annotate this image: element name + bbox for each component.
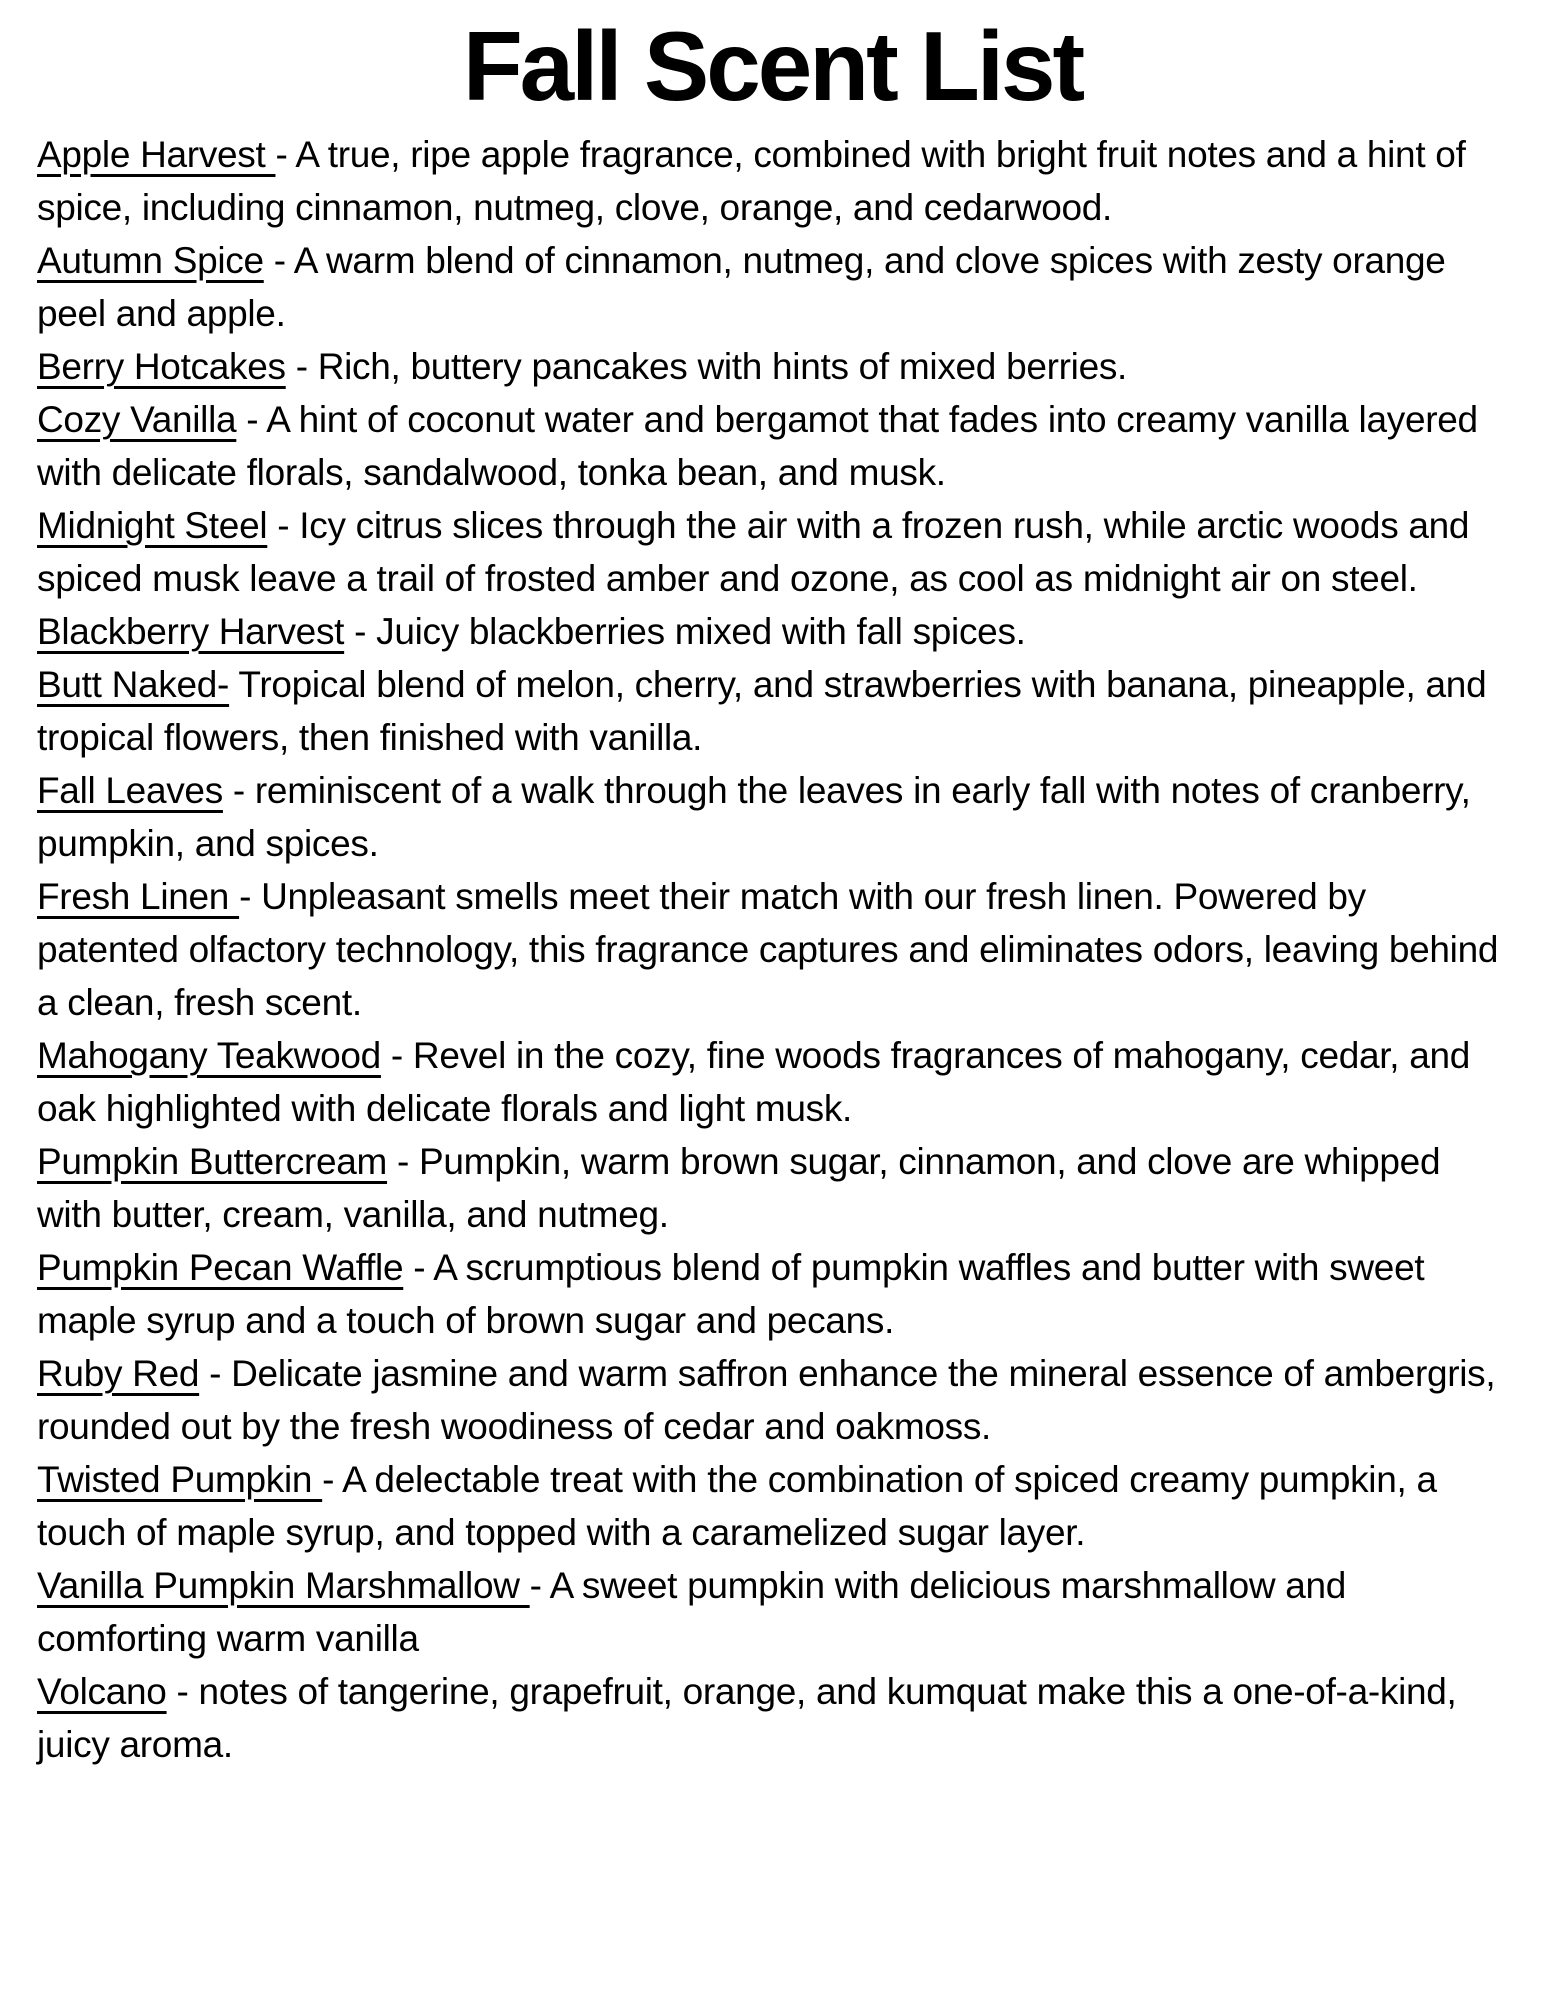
- scent-entry: [37, 870, 1513, 1029]
- scent-entry: [37, 499, 1513, 605]
- scent-description: - A warm blend of cinnamon, nutmeg, and clove spices with zesty orange peel and apple.: [37, 240, 1456, 334]
- scent-entry: [37, 393, 1513, 499]
- scent-entry: [37, 1453, 1513, 1559]
- scent-name: Pumpkin Buttercream: [37, 1141, 388, 1182]
- scent-name: Blackberry Harvest: [37, 611, 345, 652]
- scent-description: - Pumpkin, warm brown sugar, cinnamon, and clove are whipped with butter, cream, vanilla, and nutmeg.: [37, 1141, 1451, 1235]
- scent-entry: [37, 605, 1513, 658]
- scent-description: - A scrumptious blend of pumpkin waffles and butter with sweet maple syrup and a touch of brown sugar and pecans.: [37, 1247, 1435, 1341]
- scent-name: Mahogany Teakwood: [37, 1035, 381, 1076]
- scent-name: Fresh Linen: [37, 876, 240, 917]
- scent-description: - A hint of coconut water and bergamot that fades into creamy vanilla layered with delicate florals, sandalwood, tonka bean, and musk.: [37, 399, 1488, 493]
- scent-name: Volcano: [37, 1671, 167, 1712]
- scent-description: - Rich, buttery pancakes with hints of mixed berries.: [285, 346, 1128, 387]
- scent-description: - Unpleasant smells meet their match with our fresh linen. Powered by patented olfactory technology, this fragrance captures and eliminates odors, leaving behind a clean, fresh scent.: [37, 876, 1509, 1023]
- scent-name: Butt Naked-: [37, 664, 230, 705]
- scent-description: - reminiscent of a walk through the leaves in early fall with notes of cranberry, pumpkin, and spices.: [37, 770, 1481, 864]
- scent-entry: [37, 128, 1513, 234]
- scent-name: Apple Harvest: [37, 134, 276, 175]
- page-title: Fall Scent List: [462, 11, 1083, 121]
- scent-name: Midnight Steel: [37, 505, 268, 546]
- scent-entry: [37, 1241, 1513, 1347]
- scent-name: Pumpkin Pecan Waffle: [37, 1247, 404, 1288]
- scent-entry: [37, 1135, 1513, 1241]
- scent-description: - Delicate jasmine and warm saffron enhance the mineral essence of ambergris, rounded out by the fresh woodiness of cedar and oakmoss.: [37, 1353, 1506, 1447]
- scent-entry: [37, 764, 1513, 870]
- scent-entry: [37, 1559, 1513, 1665]
- scent-name: Cozy Vanilla: [37, 399, 237, 440]
- scent-entry: [37, 658, 1513, 764]
- scent-description: - Revel in the cozy, fine woods fragrances of mahogany, cedar, and oak highlighted with delicate florals and light musk.: [37, 1035, 1481, 1129]
- scent-entry: [37, 340, 1513, 393]
- scent-entry: [37, 1665, 1513, 1771]
- scent-description: - notes of tangerine, grapefruit, orange, and kumquat make this a one-of-a-kind, juicy aroma.: [37, 1671, 1467, 1765]
- scent-name: Fall Leaves: [37, 770, 223, 811]
- scent-name: Vanilla Pumpkin Marshmallow: [37, 1565, 530, 1606]
- scent-name: Ruby Red: [37, 1353, 200, 1394]
- scent-description: - Icy citrus slices through the air with a frozen rush, while arctic woods and spiced musk leave a trail of frosted amber and ozone, as cool as midnight air on steel.: [37, 505, 1480, 599]
- scent-entry: [37, 1029, 1513, 1135]
- scent-name: Twisted Pumpkin: [37, 1459, 323, 1500]
- scent-name: Autumn Spice: [37, 240, 264, 281]
- scent-name: Berry Hotcakes: [37, 346, 286, 387]
- scent-description: Tropical blend of melon, cherry, and strawberries with banana, pineapple, and tropical flowers, then finished with vanilla.: [37, 664, 1497, 758]
- scent-description: - A true, ripe apple fragrance, combined with bright fruit notes and a hint of spice, including cinnamon, nutmeg, clove, orange, and cedarwood.: [37, 134, 1476, 228]
- scent-entry: [37, 234, 1513, 340]
- scent-description: - A delectable treat with the combination of spiced creamy pumpkin, a touch of maple syrup, and topped with a caramelized sugar layer.: [37, 1459, 1447, 1553]
- scent-description: - A sweet pumpkin with delicious marshmallow and comforting warm vanilla: [37, 1565, 1357, 1659]
- scent-entry: [37, 1347, 1513, 1453]
- scent-list: [0, 118, 1545, 1771]
- scent-description: - Juicy blackberries mixed with fall spices.: [344, 611, 1026, 652]
